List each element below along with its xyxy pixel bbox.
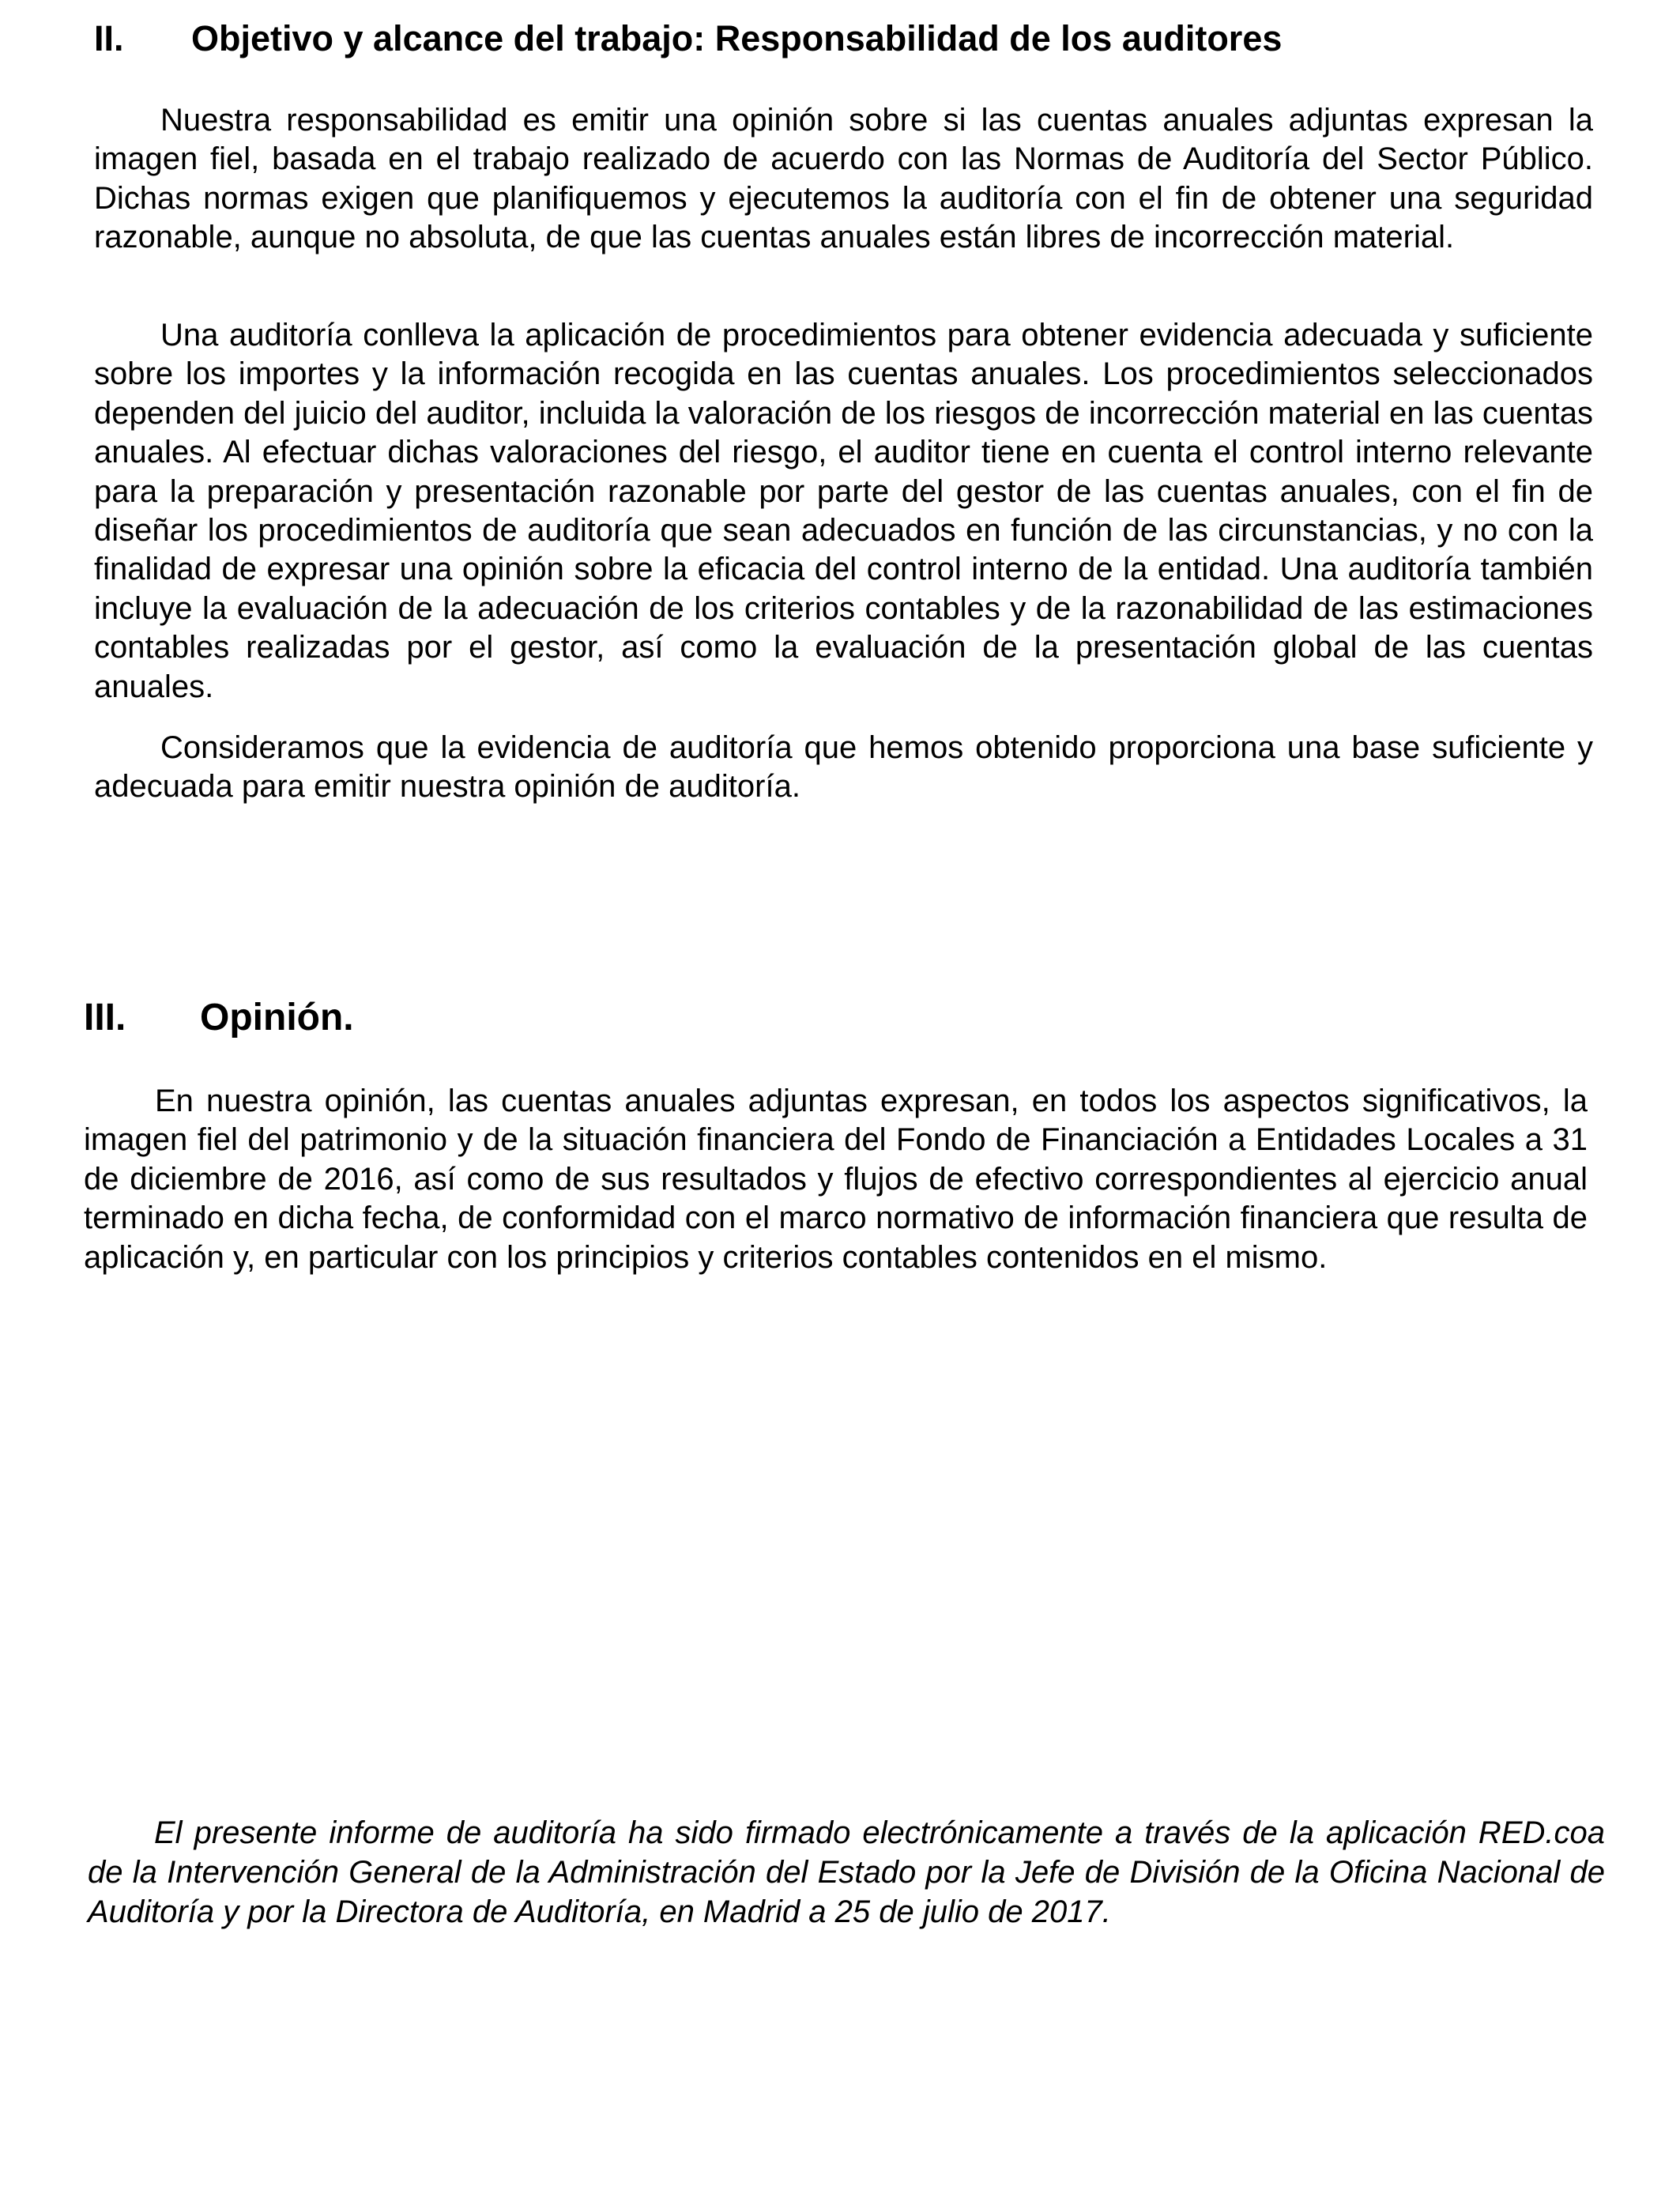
section-ii-heading (94, 17, 1595, 60)
section-iii-number: III. (84, 997, 126, 1039)
signature-note: El presente informe de auditoría ha sido firmado electrónicamente a través de la aplicación RED.coa de la Intervención General de la Administración del Estado por la Jefe de División de la Oficina Nacional de Auditoría y por la Directora de Auditoría, en Madrid a 25 de julio de 2017. (88, 1815, 1605, 1929)
section-ii-paragraph-1: Nuestra responsabilidad es emitir una opinión sobre si las cuentas anuales adjuntas expresan la imagen fiel, basada en el trabajo realizado de acuerdo con las Normas de Auditoría del Sector Público. Dichas normas exigen que planifiquemos y ejecutemos la auditoría con el fin de obtener una seguridad razonable, aunque no absoluta, de que las cuentas anuales están libres de incorrección material. (94, 103, 1593, 255)
section-ii-title: Objetivo y alcance del trabajo: Responsabilidad de los auditores (191, 18, 1283, 58)
section-ii-paragraph-2: Una auditoría conlleva la aplicación de procedimientos para obtener evidencia adecuada y suficiente sobre los importes y la información recogida en las cuentas anuales. Los procedimientos seleccionados dependen del juicio del auditor, incluida la valoración de los riesgos de incorrección material en las cuentas anuales. Al efectuar dichas valoraciones del riesgo, el auditor tiene en cuenta el control interno relevante para la preparación y presentación razonable por parte del gestor de las cuentas anuales, con el fin de diseñar los procedimientos de auditoría que sean adecuados en función de las circunstancias, y no con la finalidad de expresar una opinión sobre la eficacia del control interno de la entidad. Una auditoría también incluye la evaluación de la adecuación de los criterios contables y de la razonabilidad de las estimaciones contables realizadas por el gestor, así como la evaluación de la presentación global de las cuentas anuales. (94, 318, 1593, 704)
section-ii-number: II. (94, 18, 124, 58)
section-iii-paragraph-1: En nuestra opinión, las cuentas anuales adjuntas expresan, en todos los aspectos significativos, la imagen fiel del patrimonio y de la situación financiera del Fondo de Financiación a Entidades Locales a 31 de diciembre de 2016, así como de sus resultados y flujos de efectivo correspondientes al ejercicio anual terminado en dicha fecha, de conformidad con el marco normativo de información financiera que resulta de aplicación y, en particular con los principios y criterios contables contenidos en el mismo. (84, 1084, 1588, 1275)
section-iii-heading (84, 995, 1585, 1041)
section-iii-title: Opinión. (200, 997, 354, 1039)
section-ii-paragraph-3: Consideramos que la evidencia de auditoría que hemos obtenido proporciona una base suficiente y adecuada para emitir nuestra opinión de auditoría. (94, 730, 1593, 805)
